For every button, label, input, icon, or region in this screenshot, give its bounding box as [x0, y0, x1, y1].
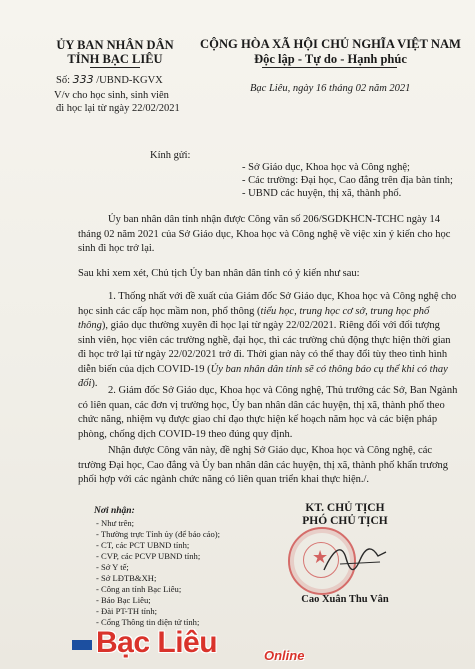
body-paragraph-3: 1. Thống nhất với đề xuất của Giám đốc Sở Giáo dục, Khoa học và Công nghệ cho học sinh các cấp học mầm non, phổ thông (tiểu học, trung học cơ sở, trung học phổ thông), giáo dục thường xuyên đi học lại từ ngày 22/02/2021. Riêng đối với đối tượng sinh viên, học viên các trường nghề, đại học, thì các trường chủ động thực hiện thời gian đi học trở lại từ ngày 22/02/2021 trở đi. Thời gian này có thể thay đổi tùy theo tình hình diễn biến của dịch COVID-19 (Ủy ban nhân dân tỉnh sẽ có thông báo cụ thể khi có thay đổi). [78, 291, 457, 389]
distribution-item: - Đài PT-TH tỉnh; [96, 606, 158, 616]
issuing-org-line2: TỈNH BẠC LIÊU [67, 52, 163, 66]
recipient-item: - Sở Giáo dục, Khoa học và Công nghệ; [242, 162, 410, 173]
distribution-item: - Sở Y tế; [96, 562, 129, 572]
body-paragraph-1: Ủy ban nhân dân tỉnh nhận được Công văn số 206/SGDKHCN-TCHC ngày 14 tháng 02 năm 2021 của Sở Giáo dục, Khoa học và Công nghệ về việc xin ý kiến cho học sinh đi học trở lại. [78, 214, 451, 254]
signer-name: Cao Xuân Thu Vân [301, 594, 389, 605]
brand-logo-suffix: Online [264, 648, 305, 663]
distribution-item: - CVP, các PCVP UBND tỉnh; [96, 551, 201, 561]
place-date: Bạc Liêu, ngày 16 tháng 02 năm 2021 [250, 83, 411, 94]
national-motto: Độc lập - Tự do - Hạnh phúc [254, 52, 407, 66]
doc-number-prefix: Số: [56, 75, 71, 86]
distribution-item: - Cổng Thông tin điện tử tỉnh; [96, 617, 200, 627]
doc-number-handwritten: 333 [72, 73, 94, 86]
recipient-item: - UBND các huyện, thị xã, thành phố. [242, 188, 402, 199]
body-paragraph-4: 2. Giám đốc Sở Giáo dục, Khoa học và Công nghệ, Thủ trưởng các Sở, Ban Ngành có liên quan, các đơn vị trường học, Ủy ban nhân dân các huyện, thị xã, thành phố theo chức năng, nhiệm vụ được giao chỉ đạo thực hiện kế hoạch năm học và các biện pháp phòng, chống dịch COVID-19 theo đúng quy định. [78, 385, 458, 440]
recipients-label: Kính gửi: [150, 150, 191, 161]
motto-underline [262, 67, 397, 68]
subject-line2: đi học lại từ ngày 22/02/2021 [56, 103, 180, 114]
distribution-item: - Thường trực Tỉnh ủy (để báo cáo); [96, 529, 221, 539]
distribution-item: - Như trên; [96, 518, 135, 528]
body-paragraph-5: Nhận được Công văn này, đề nghị Sở Giáo dục, Khoa học và Công nghệ, các trường Đại học, Cao đẳng và Ủy ban nhân dân các huyện, thị xã, thành phố khẩn trương phối hợp với các ngành chức năng có liên quan triển khai thực hiện./. [78, 445, 449, 485]
brand-logo: Bạc Liêu [96, 626, 218, 659]
doc-number-suffix: /UBND-KGVX [96, 75, 163, 86]
distribution-item: - Báo Bạc Liêu; [96, 595, 151, 605]
signature-title: KT. CHỦ TỊCH [305, 502, 385, 514]
body-paragraph-2: Sau khi xem xét, Chủ tịch Ủy ban nhân dân tỉnh có ý kiến như sau: [78, 268, 360, 279]
distribution-item: - CT, các PCT UBND tỉnh; [96, 540, 190, 550]
brand-badge-icon [72, 640, 92, 650]
signature-subtitle: PHÓ CHỦ TỊCH [302, 515, 388, 527]
distribution-label: Nơi nhận: [94, 506, 135, 516]
recipient-item: - Các trường: Đại học, Cao đẳng trên địa bàn tỉnh; [242, 175, 453, 186]
seal-star-icon: ★ [312, 547, 329, 568]
subject-line1: V/v cho học sinh, sinh viên [54, 90, 169, 101]
handwritten-signature [320, 540, 390, 580]
distribution-item: - Công an tỉnh Bạc Liêu; [96, 584, 182, 594]
issuing-org-line1: ỦY BAN NHÂN DÂN [56, 38, 174, 52]
document-number [56, 73, 163, 86]
national-title: CỘNG HÒA XÃ HỘI CHỦ NGHĨA VIỆT NAM [200, 37, 461, 51]
org-underline [90, 67, 140, 68]
distribution-item: - Sở LĐTB&XH; [96, 573, 157, 583]
